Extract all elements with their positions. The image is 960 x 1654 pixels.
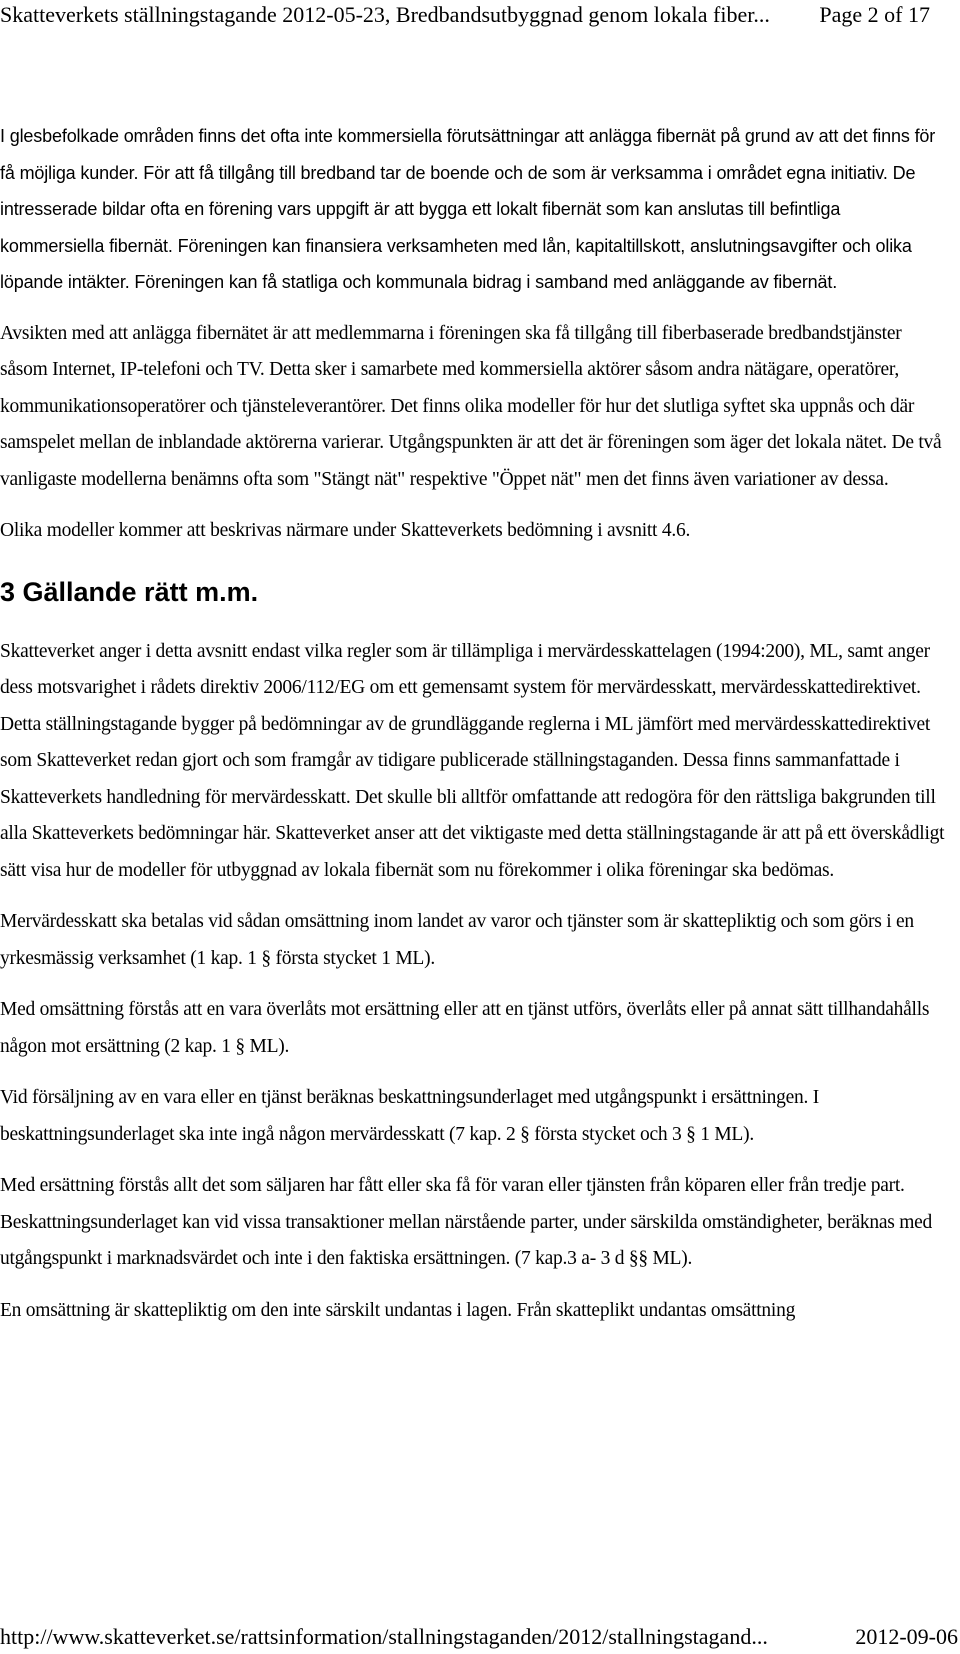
paragraph-exemptions: En omsättning är skattepliktig om den inte särskilt undantas i lagen. Från skatteplikt undantas omsättning	[0, 1299, 796, 1321]
paragraph-models-reference: Olika modeller kommer att beskrivas närmare under Skatteverkets bedömning i avsnitt 4.6.	[0, 520, 691, 541]
paragraph-applicable-rules: Skatteverket anger i detta avsnitt endast vilka regler som är tillämpliga i mervärdesskattelagen (1994:200), ML, samt anger dess motsvarighet i rådets direktiv 2006/112/EG om ett gemensamt system för mervärdesskatt, mervärdesskattedirektivet. Detta ställningstagande bygger på bedömningar av de grundläggande reglerna i ML jämfört med mervärdesskattedirektivet som Skatteverket redan gjort och som framgår av tidigare publicerade ställningstaganden. Dessa finns sammanfattade i Skatteverkets handledning för mervärdesskatt. Det skulle bli alltför omfattande att redogöra för den rättsliga bakgrunden till alla Skatteverkets bedömningar här. Skatteverket anser att det viktigaste med detta ställningstagande är att på ett överskådligt sätt visa hur de modeller för utbyggnad av lokala fibernät som nu förekommer i olika föreningar ska bedömas.	[0, 640, 945, 881]
print-header	[0, 0, 960, 34]
paragraph-turnover-definition: Med omsättning förstås att en vara överlåts mot ersättning eller att en tjänst utförs, överlåts eller på annat sätt tillhandahålls någon mot ersättning (2 kap. 1 § ML).	[0, 999, 930, 1057]
section-heading: 3 Gällande rätt m.m.	[0, 576, 259, 607]
print-footer	[0, 1622, 960, 1654]
footer-url[interactable]: http://www.skatteverket.se/rattsinformation/stallningstaganden/2012/stallningstagand...	[0, 1624, 768, 1649]
paragraph-vat-liability: Mervärdesskatt ska betalas vid sådan omsättning inom landet av varor och tjänster som är skattepliktig och som görs i en yrkesmässig verksamhet (1 kap. 1 § första stycket 1 ML).	[0, 911, 914, 969]
paragraph-network-purpose: Avsikten med att anlägga fibernätet är att medlemmarna i föreningen ska få tillgång till fiberbaserade bredbandstjänster såsom Internet, IP-telefoni och TV. Detta sker i samarbete med kommersiella aktörer såsom andra nätägare, operatörer, kommunikationsoperatörer och tjänsteleverantörer. Det finns olika modeller för hur det slutliga syftet ska uppnås och där samspelet mellan de inblandade aktörerna varierar. Utgångspunkten är att det är föreningen som äger det lokala nätet. De två vanligaste modellerna benämns ofta som "Stängt nät" respektive "Öppet nät" men det finns även variationer av dessa.	[0, 322, 942, 490]
page-indicator: Page 2 of 17	[819, 2, 930, 27]
footer-date: 2012-09-06	[855, 1624, 958, 1649]
header-title: Skatteverkets ställningstagande 2012-05-23, Bredbandsutbyggnad genom lokala fiber...	[0, 2, 770, 27]
paragraph-tax-base: Vid försäljning av en vara eller en tjänst beräknas beskattningsunderlaget med utgångspunkt i ersättningen. I beskattningsunderlaget ska inte ingå någon mervärdesskatt (7 kap. 2 § första stycket och 3 § 1 ML).	[0, 1087, 820, 1145]
paragraph-fiber-associations: I glesbefolkade områden finns det ofta inte kommersiella förutsättningar att anlägga fibernät på grund av att det finns för få möjliga kunder. För att få tillgång till bredband tar de boende och de som är verksamma i området egna initiativ. De intresserade bildar ofta en förening vars uppgift är att bygga ett lokalt fibernät som kan anslutas till befintliga kommersiella fibernät. Föreningen kan finansiera verksamheten med lån, kapitaltillskott, anslutningsavgifter och olika löpande intäkter. Föreningen kan få statliga och kommunala bidrag i samband med anläggande av fibernät.	[0, 126, 936, 292]
document-body	[0, 118, 948, 1329]
paragraph-consideration: Med ersättning förstås allt det som säljaren har fått eller ska få för varan eller tjänsten från köparen eller från tredje part. Beskattningsunderlaget kan vid vissa transaktioner mellan närstående parter, under särskilda omständigheter, beräknas med utgångspunkt i marknadsvärdet och inte i den faktiska ersättningen. (7 kap.3 a- 3 d §§ ML).	[0, 1175, 933, 1269]
